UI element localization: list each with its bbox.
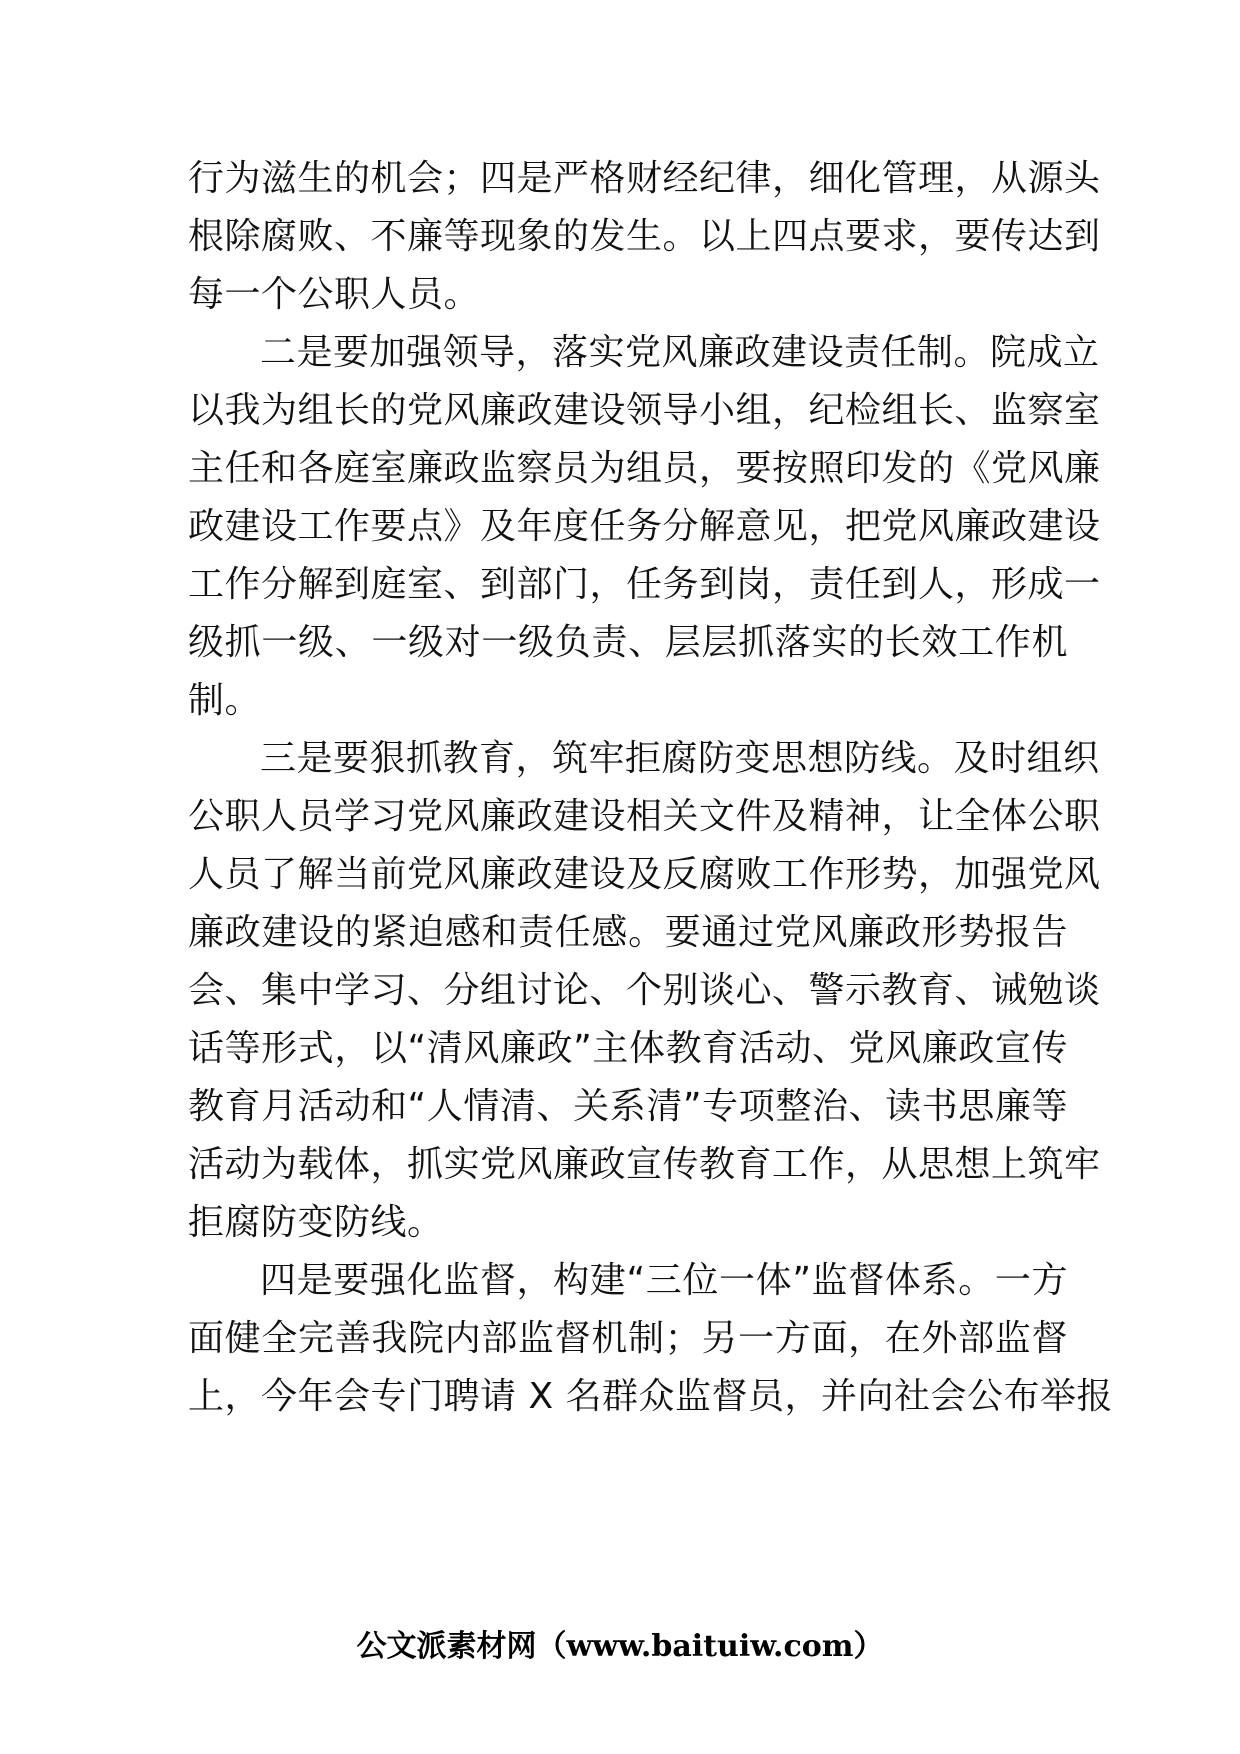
text-line-15: 会、集中学习、分组讨论、个别谈心、警示教育、诫勉谈 bbox=[188, 970, 1101, 1011]
text-line-14: 廉政建设的紧迫感和责任感。要通过党风廉政形势报告 bbox=[188, 912, 1068, 953]
text-line-5: 以我为组长的党风廉政建设领导小组，纪检组长、监察室 bbox=[188, 390, 1101, 431]
text-line-13: 人员了解当前党风廉政建设及反腐败工作形势，加强党风 bbox=[188, 854, 1101, 895]
text-line-9: 级抓一级、一级对一级负责、层层抓落实的长效工作机 bbox=[188, 622, 1068, 663]
text-line-7: 政建设工作要点》及年度任务分解意见，把党风廉政建设 bbox=[188, 506, 1101, 547]
footer-source-text: 公文派素材网（www.baituiw.com） bbox=[356, 1629, 884, 1664]
text-line-19: 拒腐防变防线。 bbox=[188, 1202, 444, 1243]
text-line-16: 话等形式，以“清风廉政”主体教育活动、党风廉政宣传 bbox=[188, 1028, 1068, 1069]
text-line-2: 根除腐败、不廉等现象的发生。以上四点要求，要传达到 bbox=[188, 216, 1101, 257]
text-line-20: 四是要强化监督，构建“三位一体”监督体系。一方 bbox=[260, 1260, 1068, 1301]
text-line-8: 工作分解到庭室、到部门，任务到岗，责任到人，形成一 bbox=[188, 564, 1101, 605]
text-line-6: 主任和各庭室廉政监察员为组员，要按照印发的《党风廉 bbox=[188, 448, 1101, 489]
text-line-3: 每一个公职人员。 bbox=[188, 274, 481, 315]
text-line-21: 面健全完善我院内部监督机制；另一方面，在外部监督 bbox=[188, 1318, 1068, 1359]
text-line-4: 二是要加强领导，落实党风廉政建设责任制。院成立 bbox=[260, 332, 1100, 373]
text-line-11: 三是要狠抓教育，筑牢拒腐防变思想防线。及时组织 bbox=[260, 738, 1100, 779]
text-line-10: 制。 bbox=[188, 680, 262, 721]
text-line-1: 行为滋生的机会；四是严格财经纪律，细化管理，从源头 bbox=[188, 158, 1101, 199]
text-line-22: 上，今年会专门聘请 X 名群众监督员，并向社会公布举报 bbox=[188, 1376, 1114, 1417]
text-line-17: 教育月活动和“人情清、关系清”专项整治、读书思廉等 bbox=[188, 1086, 1068, 1127]
text-line-18: 活动为载体，抓实党风廉政宣传教育工作，从思想上筑牢 bbox=[188, 1144, 1101, 1185]
text-line-12: 公职人员学习党风廉政建设相关文件及精神，让全体公职 bbox=[188, 796, 1101, 837]
